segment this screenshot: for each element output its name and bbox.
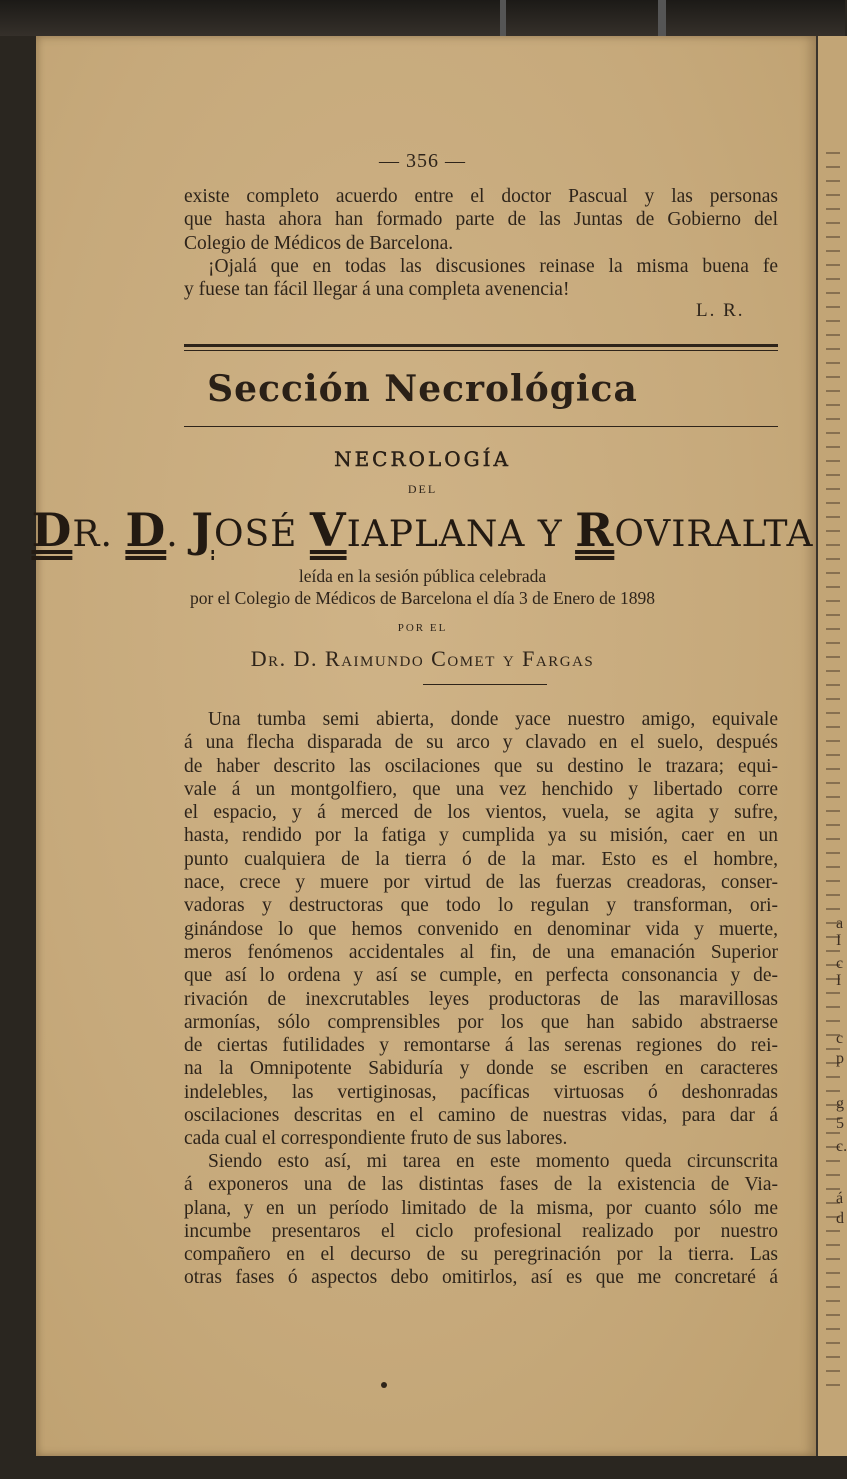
name-word (309, 503, 563, 557)
decorative-initial: V (309, 503, 347, 557)
text-line: á una flecha disparada de su arco y clavado en el suelo, después (184, 732, 778, 754)
reading-note (0, 565, 845, 609)
name-word (125, 503, 179, 557)
adjacent-fragment: I (836, 972, 842, 989)
text-line: compañero en el decurso de su peregrinación por la tierra. Las (184, 1244, 778, 1266)
text-line: Una tumba semi abierta, donde yace nuestro amigo, equivale (208, 709, 778, 730)
adjacent-fragment: g (836, 1095, 844, 1112)
text-line: na la Omnipotente Sabiduría y donde se escriben en caracteres (184, 1058, 778, 1080)
decorative-initial: D (125, 503, 167, 557)
necrologia-heading: NECROLOGÍA (334, 447, 511, 471)
text-line: rivación de inexcrutables leyes productoras de las maravillosas (184, 988, 778, 1010)
adjacent-fragment: c. (836, 1138, 847, 1155)
adjacent-fragment: c (836, 1030, 844, 1047)
page-number: — 356 — (379, 150, 466, 172)
decorative-initial: J (191, 503, 214, 557)
author-name: Dr. D. Raimundo Comet y Fargas (250, 646, 595, 671)
name-rest: OSÉ (213, 514, 298, 555)
text-line: cada cual el correspondiente fruto de sus labores. (184, 1128, 568, 1150)
section-title: Sección Necrológica (207, 368, 638, 410)
adjacent-fragment: d (836, 1210, 844, 1227)
intro-paragraph (184, 185, 778, 301)
ink-dot (381, 1382, 387, 1388)
text-line: punto cualquiera de la tierra ó de la mar. Esto es el hombre, (184, 848, 778, 870)
text-line: que hasta ahora han formado parte de las Juntas de Gobierno del (184, 209, 778, 231)
adjacent-fragment: I (836, 932, 842, 949)
decorative-initial: D (31, 503, 73, 557)
adjacent-page-edge (816, 36, 847, 1456)
text-line: ginándose lo que hemos convenido en denominar vida y muerte, (184, 918, 778, 940)
text-line: Colegio de Médicos de Barcelona. (184, 232, 454, 254)
text-line: y fuese tan fácil llegar á una completa avenencia! (184, 279, 570, 301)
ornamental-border (826, 146, 840, 1396)
name-rest: . (166, 514, 179, 555)
name-word (191, 503, 298, 557)
name-word (575, 503, 814, 557)
scan-strip (500, 0, 506, 36)
divider-thin (184, 350, 778, 351)
text-line: incumbe presentaros el ciclo profesional realizado por nuestro (184, 1220, 778, 1242)
text-line: á exponeros una de las distintas fases de la existencia de Via- (184, 1174, 778, 1196)
decorative-initial: R (575, 503, 615, 557)
adjacent-fragment: a (836, 915, 844, 932)
text-line: plana, y en un período limitado de la misma, por cuanto sólo me (184, 1197, 778, 1219)
name-word (31, 503, 113, 557)
adjacent-fragment: á (836, 1190, 844, 1207)
scan-background-top (0, 0, 845, 36)
name-rest: R. (72, 514, 113, 555)
del-label: DEL (407, 482, 438, 496)
deceased-name (0, 503, 845, 557)
text-line: nace, crece y muere por virtud de las fuerzas creadoras, conser- (184, 872, 778, 894)
text-line: ¡Ojalá que en todas las discusiones reinase la misma buena fe (208, 255, 778, 277)
name-rest: IAPLANA Y (346, 514, 563, 555)
adjacent-fragment: 5 (836, 1115, 844, 1132)
text-line: que así lo ordena y así se cumple, en perfecta consonancia y de- (184, 965, 778, 987)
text-line: oscilaciones descritas en el camino de nuestras vidas, para dar á (184, 1105, 778, 1127)
text-line: armonías, sólo comprensibles por los que han sabido abstraerse (184, 1011, 778, 1033)
adjacent-fragment: p (836, 1050, 844, 1067)
text-line: el espacio, y á merced de los vientos, vuela, se agita y sufre, (184, 802, 778, 824)
text-line: otras fases ó aspectos debo omitirlos, así es que me concretaré á (184, 1267, 778, 1289)
text-line: de haber descrito las oscilaciones que su destino le trazara; equi- (184, 755, 778, 777)
reading-note-line: leída en la sesión pública celebrada (298, 566, 547, 586)
name-rest: OVIRALTA (614, 514, 814, 555)
short-divider (423, 684, 547, 685)
text-line: Siendo esto así, mi tarea en este momento queda circunscrita (208, 1151, 778, 1172)
body-paragraph-2 (184, 1150, 778, 1290)
text-line: meros fenómenos accidentales al fin, de una emanación Superior (184, 941, 778, 963)
signature: L. R. (696, 300, 745, 321)
text-line: existe completo acuerdo entre el doctor Pascual y las personas (184, 186, 778, 207)
text-line: vadoras y destructoras que todo lo regulan y transforman, ori- (184, 895, 778, 917)
reading-note-line: por el Colegio de Médicos de Barcelona el día 3 de Enero de 1898 (189, 588, 656, 608)
adjacent-fragment: c (836, 955, 844, 972)
por-el-label: POR EL (397, 622, 448, 634)
text-line: vale á un montgolfiero, que una vez henchido y libertado corre (184, 778, 778, 800)
divider-thin (184, 426, 778, 427)
text-line: indelebles, las vertiginosas, pacíficas virtuosas ó deshonradas (184, 1081, 778, 1103)
divider-thick (184, 344, 778, 347)
scan-strip (658, 0, 666, 36)
text-line: hasta, rendido por la fatiga y cumplida ya su misión, caer en un (184, 825, 778, 847)
body-paragraph-1 (184, 708, 778, 1151)
text-line: de ciertas futilidades y remontarse á las serenas regiones do rei- (184, 1035, 778, 1057)
